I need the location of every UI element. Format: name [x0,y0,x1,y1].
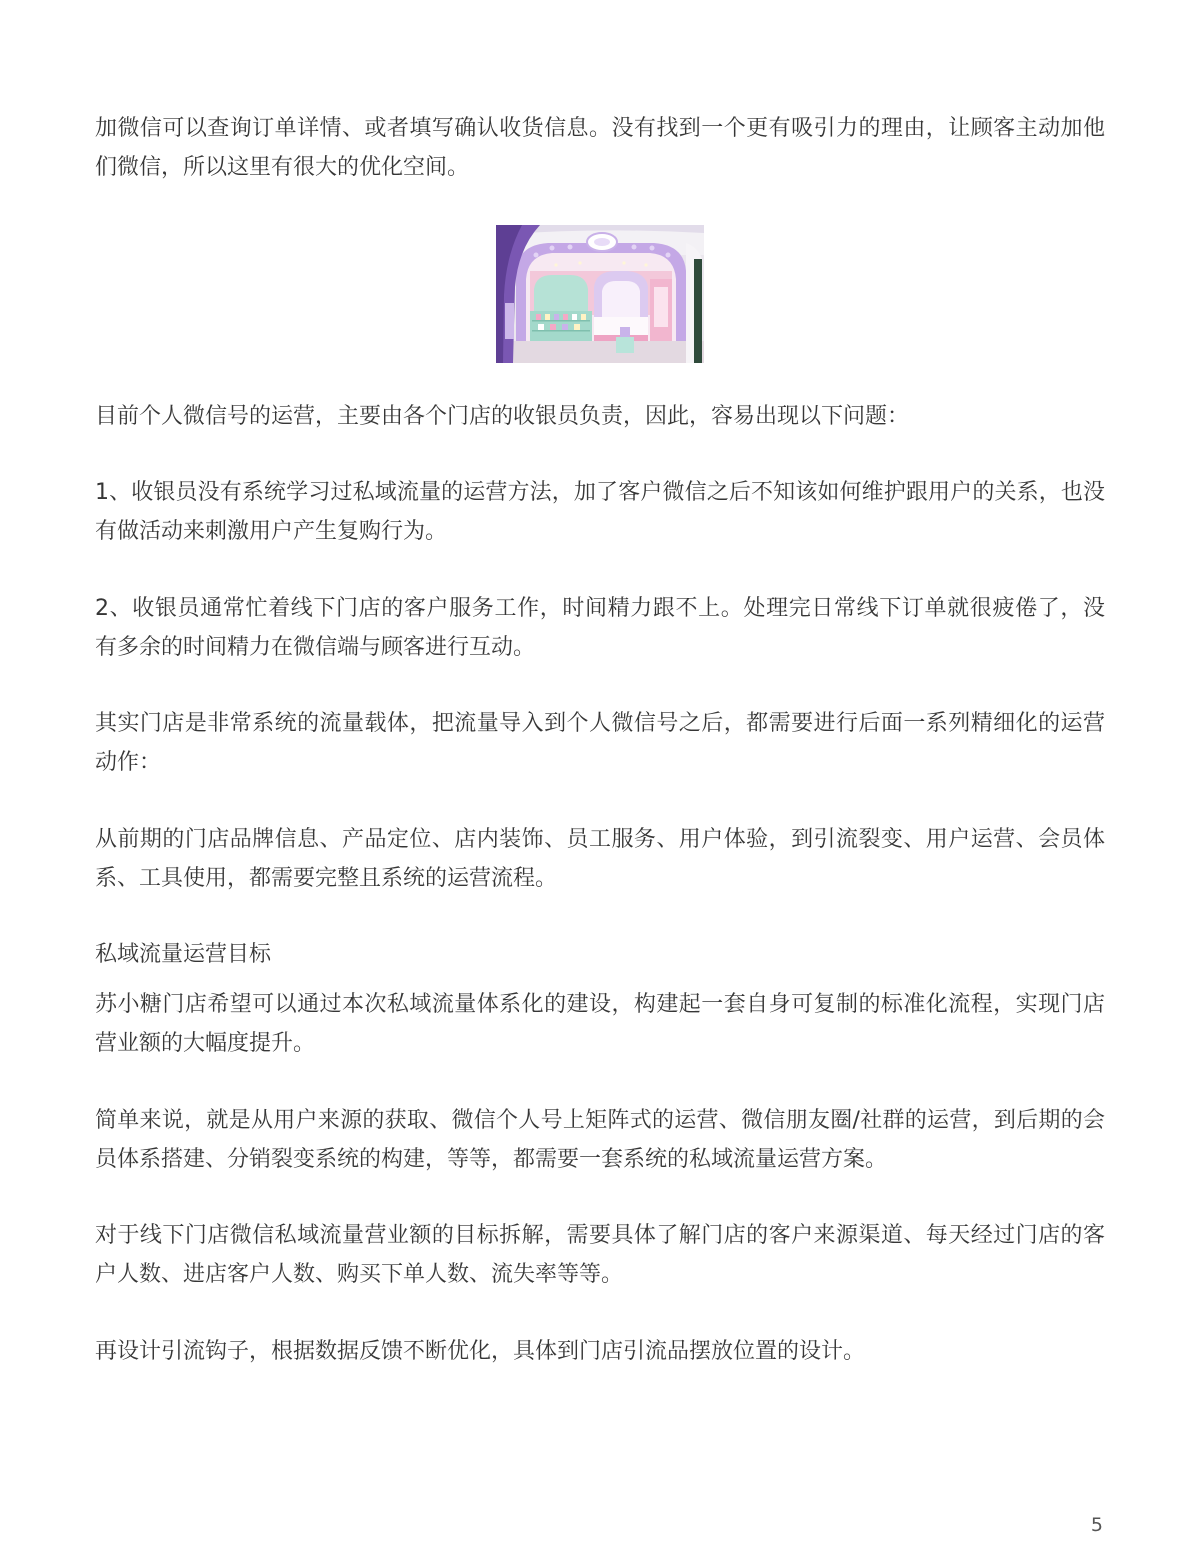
text-line: 再设计引流钩子，根据数据反馈不断优化，具体到门店引流品摆放位置的设计。 [95,1338,866,1364]
store-photo [496,225,704,363]
text-line: 其实门店是非常系统的流量载体，把流量导入到个人微信号之后，都需要进行后面一系列精细化的运营 [95,711,1105,736]
text-line: 简单来说，就是从用户来源的获取、微信个人号上矩阵式的运营、微信朋友圈/社群的运营，到后期的会 [95,1107,1105,1133]
section-heading-text: 私域流量运营目标 [95,942,272,967]
text-line: 员体系搭建、分销裂变系统的构建，等等，都需要一套系统的私域流量运营方案。 [95,1146,888,1172]
text-line: 们微信，所以这里有很大的优化空间。 [95,155,470,180]
text-line: 有多余的时间精力在微信端与顾客进行互动。 [95,634,536,660]
store-interior-image [496,225,704,363]
floor [496,341,704,363]
page-number: 5 [1090,1514,1103,1536]
article-body [95,109,1105,1408]
paragraph-plan [95,1101,1105,1179]
text-line: 苏小糖门店希望可以通过本次私域流量体系化的建设，构建起一套自身可复制的标准化流程，实现门店 [95,992,1105,1017]
text-line: 动作： [95,750,162,775]
right-wall [686,243,702,363]
text-line: 目前个人微信号的运营，主要由各个门店的收银员负责，因此，容易出现以下问题： [95,403,910,429]
text-line: 对于线下门店微信私域流量营业额的目标拆解，需要具体了解门店的客户来源渠道、每天经过门店的客 [95,1223,1105,1248]
text-line: 加微信可以查询订单详情、或者填写确认收货信息。没有找到一个更有吸引力的理由，让顾客主动加他 [95,116,1105,141]
text-line: 营业额的大幅度提升。 [95,1031,316,1056]
paragraph-problem-2 [95,589,1105,667]
store-interior [530,271,672,341]
text-line: 从前期的门店品牌信息、产品定位、店内装饰、员工服务、用户体验，到引流裂变、用户运营、会员体 [95,826,1105,852]
paragraph-goal [95,985,1105,1063]
paragraph-carrier [95,704,1105,782]
text-line: 系、工具使用，都需要完整且系统的运营流程。 [95,865,558,891]
text-line: 2、收银员通常忙着线下门店的客户服务工作，时间精力跟不上。处理完日常线下订单就很疲倦了，没 [95,595,1105,621]
paragraph-hook [95,1332,1105,1371]
section-heading [95,935,1105,974]
paragraph-process [95,820,1105,898]
store-sign [587,233,617,251]
paragraph-intro [95,109,1105,187]
paragraph-problem-1 [95,473,1105,551]
paragraph-breakdown [95,1216,1105,1294]
text-line: 有做活动来刺激用户产生复购行为。 [95,519,448,544]
paragraph-problems-lead [95,397,1105,436]
text-line: 户人数、进店客户人数、购买下单人数、流失率等等。 [95,1262,624,1287]
text-line: 1、收银员没有系统学习过私域流量的运营方法，加了客户微信之后不知该如何维护跟用户的关系，也没 [95,480,1105,505]
